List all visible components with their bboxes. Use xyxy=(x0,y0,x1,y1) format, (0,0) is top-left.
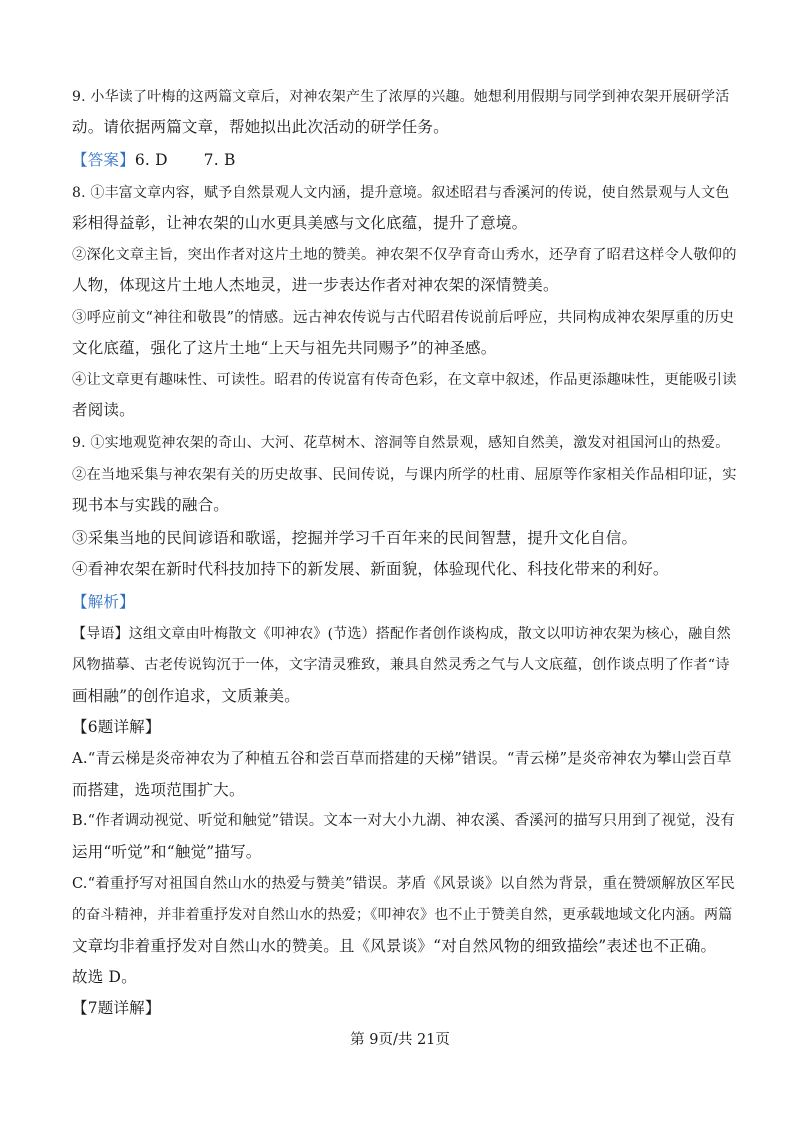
answer-tag: 【答案】 xyxy=(72,151,135,169)
question-7-title: 【7题详解】 xyxy=(72,999,161,1017)
answer-9-line-5: ④看神农架在新时代科技加持下的新发展、新面貌，体验现代化、科技化带来的利好。 xyxy=(72,560,669,578)
option-b-line-2: 运用“听觉”和“触觉”描写。 xyxy=(72,843,262,861)
intro-line-1: 【导语】这组文章由叶梅散文《叩神农》(节选）搭配作者创作谈构成，散文以叩访神农架为核心，融自然 xyxy=(72,626,731,642)
answer-9-line-1: 9. ①实地观览神农架的奇山、大河、花草树木、溶洞等自然景观，感知自然美，激发对祖国河山的热爱。 xyxy=(72,435,730,451)
question-6-title: 【6题详解】 xyxy=(72,718,161,736)
page-footer: 第 9页/共 21页 xyxy=(350,1032,450,1048)
answer-8-line-4: 人物，体现这片土地人杰地灵，进一步表达作者对神农架的深情赞美。 xyxy=(72,276,559,294)
answer-8-line-8: 者阅读。 xyxy=(72,401,135,419)
answer-9-line-4: ③采集当地的民间谚语和歌谣，挖掘并学习千百年来的民间智慧，提升文化自信。 xyxy=(72,529,638,547)
answer-8-line-6: 文化底蕴，强化了这片土地“上天与祖先共同赐予”的神圣感。 xyxy=(72,339,497,357)
option-b-line-1: B.“作者调动视觉、听觉和触觉”错误。文本一对大小九湖、神农溪、香溪河的描写只用到了视觉，没有 xyxy=(72,813,735,829)
intro-line-3: 画相融”的创作追求，文质兼美。 xyxy=(72,687,300,705)
answer-8-line-1: 8. ①丰富文章内容，赋予自然景观人文内涵，提升意境。叙述昭君与香溪河的传说，使自然景观与人文色 xyxy=(72,185,730,201)
answer-text: 6. D 7. B xyxy=(134,151,236,169)
option-c-line-2: 的奋斗精神，并非着重抒发对自然山水的热爱；《叩神农》也不止于赞美自然，更承载地域文化内涵。两篇 xyxy=(72,907,733,923)
answer-9-line-3: 现书本与实践的融合。 xyxy=(72,496,230,514)
choose-line: 故选 D。 xyxy=(72,968,137,986)
question-9-line-1: 9. 小华读了叶梅的这两篇文章后，对神农架产生了浓厚的兴趣。她想利用假期与同学到神农架开展研学活 xyxy=(72,89,730,105)
option-c-line-3: 文章均非着重抒发对自然山水的赞美。且《风景谈》“对自然风物的细致描绘”表述也不正确。 xyxy=(72,937,717,955)
analysis-tag: 【解析】 xyxy=(72,593,135,611)
question-9-line-2: 动。请依据两篇文章，帮她拟出此次活动的研学任务。 xyxy=(72,118,449,136)
option-a-line-1: A.“青云梯是炎帝神农为了种植五谷和尝百草而搭建的天梯”错误。“青云梯”是炎帝神农为攀山尝百草 xyxy=(72,750,732,767)
option-a-line-2: 而搭建，选项范围扩大。 xyxy=(72,781,245,799)
answer-8-line-5: ③呼应前文“神往和敬畏”的情感。远古神农传说与古代昭君传说前后呼应，共同构成神农架厚重的历史 xyxy=(72,310,735,326)
answer-8-line-7: ④让文章更有趣味性、可读性。昭君的传说富有传奇色彩，在文章中叙述，作品更添趣味性，更能吸引读 xyxy=(72,372,737,388)
answer-line xyxy=(72,150,236,170)
option-c-line-1: C.“着重抒写对祖国自然山水的热爱与赞美”错误。茅盾《风景谈》以自然为背景，重在赞颂解放区军民 xyxy=(72,876,735,892)
answer-8-line-2: 彩相得益彰，让神农架的山水更具美感与文化底蕴，提升了意境。 xyxy=(72,214,528,232)
intro-line-2: 风物描摹、古老传说钩沉于一体，文字清灵雅致，兼具自然灵秀之气与人文底蕴，创作谈点明了作者“诗 xyxy=(72,657,730,673)
answer-9-line-2: ②在当地采集与神农架有关的历史故事、民间传说，与课内所学的杜甫、屈原等作家相关作品相印证，实 xyxy=(72,467,737,483)
answer-8-line-3: ②深化文章主旨，突出作者对这片土地的赞美。神农架不仅孕育奇山秀水，还孕育了昭君这样令人敬仰的 xyxy=(72,247,737,263)
